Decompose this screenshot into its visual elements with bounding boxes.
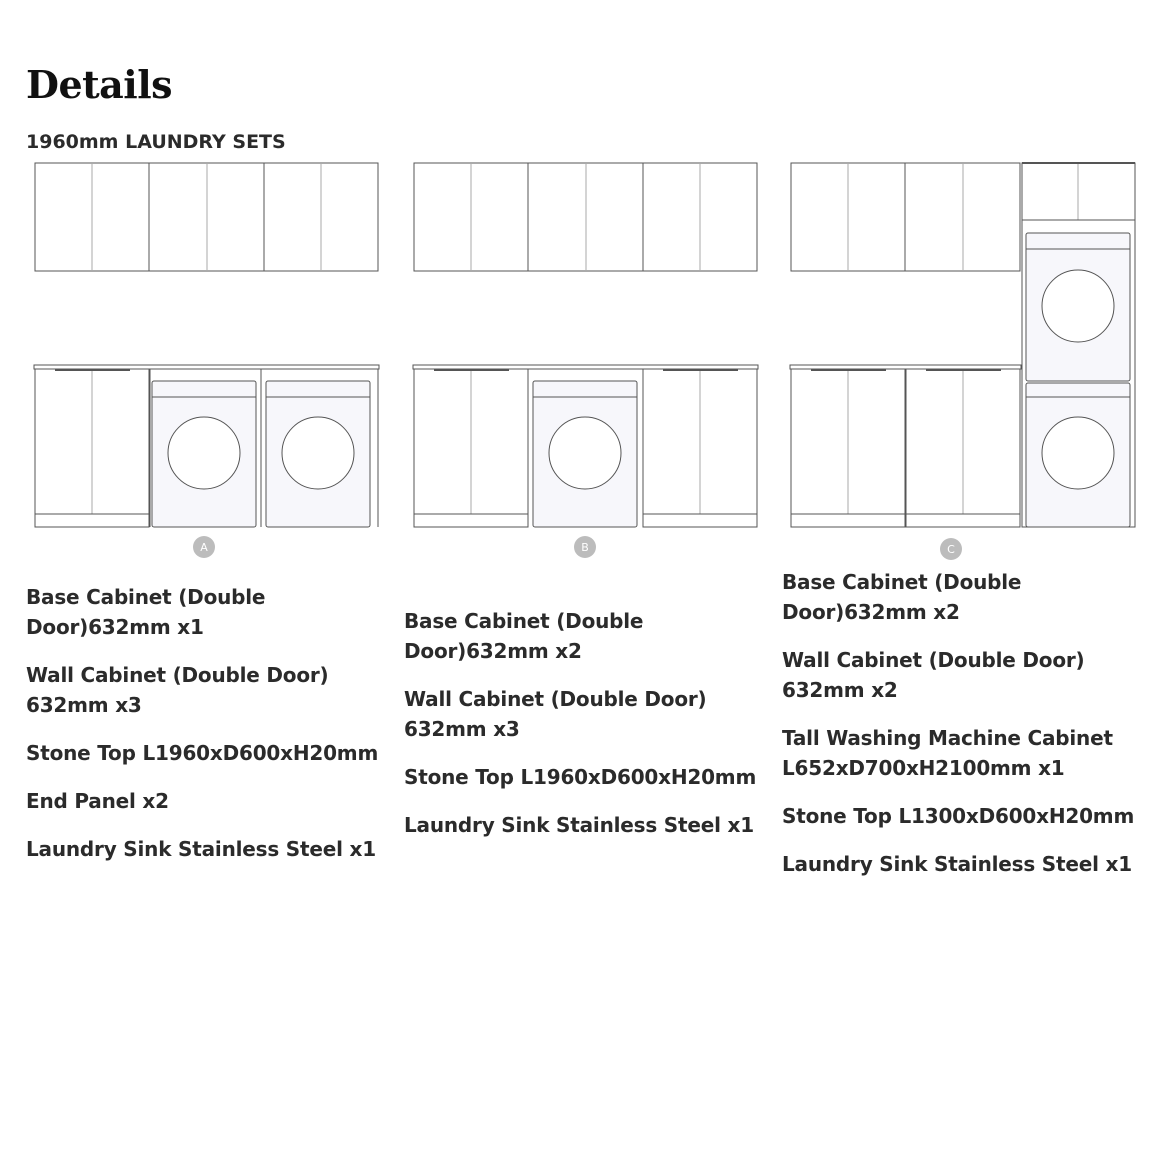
list-item: Stone Top L1960xD600xH20mm (26, 741, 379, 765)
list-item: Tall Washing Machine Cabinet L652xD700xH2100mm x1 (782, 726, 1113, 780)
base-cabinet (906, 369, 1020, 527)
washing-machine (152, 381, 256, 527)
wall-cabinets (414, 163, 757, 271)
base-cabinet (791, 369, 905, 527)
list-item: Laundry Sink Stainless Steel x1 (26, 837, 376, 861)
section-subtitle: 1960mm LAUNDRY SETS (26, 131, 286, 153)
list-item: Stone Top L1960xD600xH20mm (404, 765, 757, 789)
list-item: Base Cabinet (Double Door)632mm x2 (404, 609, 644, 663)
list-item: Laundry Sink Stainless Steel x1 (404, 813, 754, 837)
washing-machine (266, 381, 370, 527)
laundry-set-a-drawing (30, 160, 384, 532)
list-item: Stone Top L1300xD600xH20mm (782, 804, 1135, 828)
washing-machine (1026, 233, 1130, 381)
set-a-item-list (26, 582, 386, 882)
stone-top (413, 365, 758, 369)
list-item: End Panel x2 (26, 789, 169, 813)
set-a-marker: A (193, 536, 215, 558)
stone-top (34, 365, 379, 369)
list-item: Wall Cabinet (Double Door) 632mm x3 (26, 663, 329, 717)
list-item: Wall Cabinet (Double Door) 632mm x3 (404, 687, 707, 741)
list-item: Laundry Sink Stainless Steel x1 (782, 852, 1132, 876)
stone-top (790, 365, 1021, 369)
page-title: Details (26, 62, 173, 107)
set-c-item-list (782, 567, 1142, 897)
base-cabinet (414, 369, 528, 527)
list-item: Wall Cabinet (Double Door) 632mm x2 (782, 648, 1085, 702)
base-cabinet (643, 369, 757, 527)
laundry-set-b-drawing (409, 160, 763, 532)
list-item: Base Cabinet (Double Door)632mm x2 (782, 570, 1022, 624)
set-b-item-list (404, 606, 764, 858)
wall-cabinets (791, 163, 1020, 271)
set-b-marker: B (574, 536, 596, 558)
laundry-set-c-drawing (786, 160, 1140, 532)
wall-cabinets (35, 163, 378, 271)
base-cabinet (35, 369, 149, 527)
set-c-marker: C (940, 538, 962, 560)
list-item: Base Cabinet (Double Door)632mm x1 (26, 585, 266, 639)
washing-machine (1026, 383, 1130, 527)
washing-machine (533, 381, 637, 527)
